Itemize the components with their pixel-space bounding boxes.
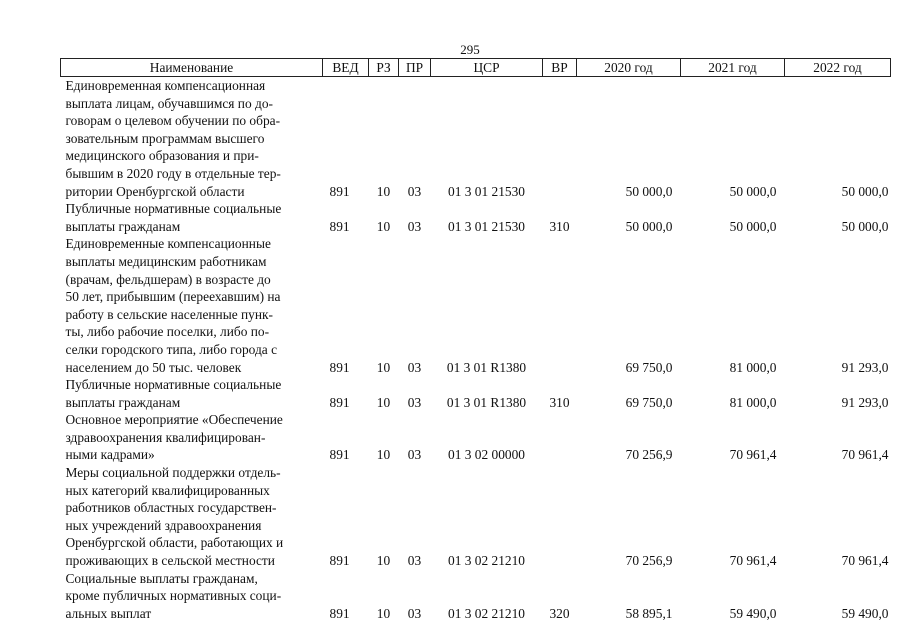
row-2022: 91 293,0 [841, 359, 889, 375]
row-rz: 10 [376, 447, 391, 463]
row-rz: 10 [376, 359, 391, 375]
row-name: Единовременная компенсационная выплата лицам, обучавшимся по до- говорам о целевом обучении по обра- зовательным программам высшего медицинского образования и при- бывшим в 2020 году в отдельные тер- ритории Оренбургской области [65, 78, 281, 199]
row-2020: 50 000,0 [625, 183, 673, 199]
row-ved: 891 [329, 553, 350, 569]
table-row [61, 570, 891, 623]
row-2022: 70 961,4 [841, 447, 889, 463]
row-name: Публичные нормативные социальные выплаты гражданам [65, 377, 282, 410]
row-csr: 01 3 01 21530 [448, 218, 525, 234]
row-rz: 10 [376, 183, 391, 199]
header-2022: 2022 год [785, 59, 891, 77]
row-ved: 891 [329, 183, 350, 199]
row-vr [543, 464, 577, 570]
row-pr: 03 [407, 359, 422, 375]
row-2021: 50 000,0 [729, 218, 777, 234]
page-number: 295 [460, 42, 480, 57]
row-name: Социальные выплаты гражданам, кроме публичных нормативных соци- альных выплат [65, 570, 282, 621]
row-vr [543, 411, 577, 464]
row-pr: 03 [407, 447, 422, 463]
header-pr: ПР [399, 59, 431, 77]
table-header-row [61, 59, 891, 77]
header-2021: 2021 год [681, 59, 785, 77]
row-name: Меры социальной поддержки отдель- ных категорий квалифицированных работников областных государствен- ных учреждений здравоохранения Оренбургской области, работающих и проживающих в сельской местности [65, 465, 284, 569]
row-ved: 891 [329, 605, 350, 621]
table-row [61, 77, 891, 201]
row-ved: 891 [329, 394, 350, 410]
budget-table [60, 58, 891, 622]
table-row [61, 411, 891, 464]
row-vr [543, 235, 577, 376]
table-row [61, 235, 891, 376]
table-row [61, 200, 891, 235]
row-pr: 03 [407, 183, 422, 199]
row-2021: 81 000,0 [729, 394, 777, 410]
row-2020: 58 895,1 [625, 605, 673, 621]
row-2021: 70 961,4 [729, 553, 777, 569]
row-csr: 01 3 02 21210 [448, 553, 525, 569]
row-rz: 10 [376, 605, 391, 621]
header-name: Наименование [61, 59, 323, 77]
header-2020: 2020 год [577, 59, 681, 77]
row-csr: 01 3 01 21530 [448, 183, 525, 199]
row-ved: 891 [329, 447, 350, 463]
row-name: Основное мероприятие «Обеспечение здравоохранения квалифицирован- ными кадрами» [65, 412, 283, 463]
row-pr: 03 [407, 218, 422, 234]
row-2022: 91 293,0 [841, 394, 889, 410]
row-csr: 01 3 01 R1380 [446, 394, 527, 410]
row-ved: 891 [329, 359, 350, 375]
row-vr: 320 [549, 605, 570, 621]
row-2020: 70 256,9 [625, 553, 673, 569]
row-2022: 50 000,0 [841, 183, 889, 199]
row-2021: 50 000,0 [729, 183, 777, 199]
row-rz: 10 [376, 218, 391, 234]
row-rz: 10 [376, 394, 391, 410]
row-pr: 03 [407, 553, 422, 569]
row-pr: 03 [407, 605, 422, 621]
row-2021: 59 490,0 [729, 605, 777, 621]
header-rz: РЗ [369, 59, 399, 77]
row-vr: 310 [549, 218, 570, 234]
table-row [61, 376, 891, 411]
header-ved: ВЕД [323, 59, 369, 77]
row-name: Единовременные компенсационные выплаты медицинским работникам (врачам, фельдшерам) в возрасте до 50 лет, прибывшим (переехавшим) на работу в сельские населенные пунк- ты, либо рабочие поселки, либо по- селки городского типа, либо города с населением до 50 тыс. человек [65, 236, 281, 375]
row-vr: 310 [549, 394, 570, 410]
table-row [61, 464, 891, 570]
row-csr: 01 3 02 00000 [448, 447, 525, 463]
header-vr: ВР [543, 59, 577, 77]
header-csr: ЦСР [431, 59, 543, 77]
row-2021: 81 000,0 [729, 359, 777, 375]
row-ved: 891 [329, 218, 350, 234]
row-rz: 10 [376, 553, 391, 569]
row-vr [543, 77, 577, 201]
row-csr: 01 3 01 R1380 [446, 359, 527, 375]
row-name: Публичные нормативные социальные выплаты гражданам [65, 201, 282, 234]
row-2020: 70 256,9 [625, 447, 673, 463]
row-2020: 69 750,0 [625, 359, 673, 375]
row-2020: 69 750,0 [625, 394, 673, 410]
row-2022: 50 000,0 [841, 218, 889, 234]
row-pr: 03 [407, 394, 422, 410]
row-2020: 50 000,0 [625, 218, 673, 234]
row-csr: 01 3 02 21210 [448, 605, 525, 621]
row-2022: 59 490,0 [841, 605, 889, 621]
row-2022: 70 961,4 [841, 553, 889, 569]
row-2021: 70 961,4 [729, 447, 777, 463]
